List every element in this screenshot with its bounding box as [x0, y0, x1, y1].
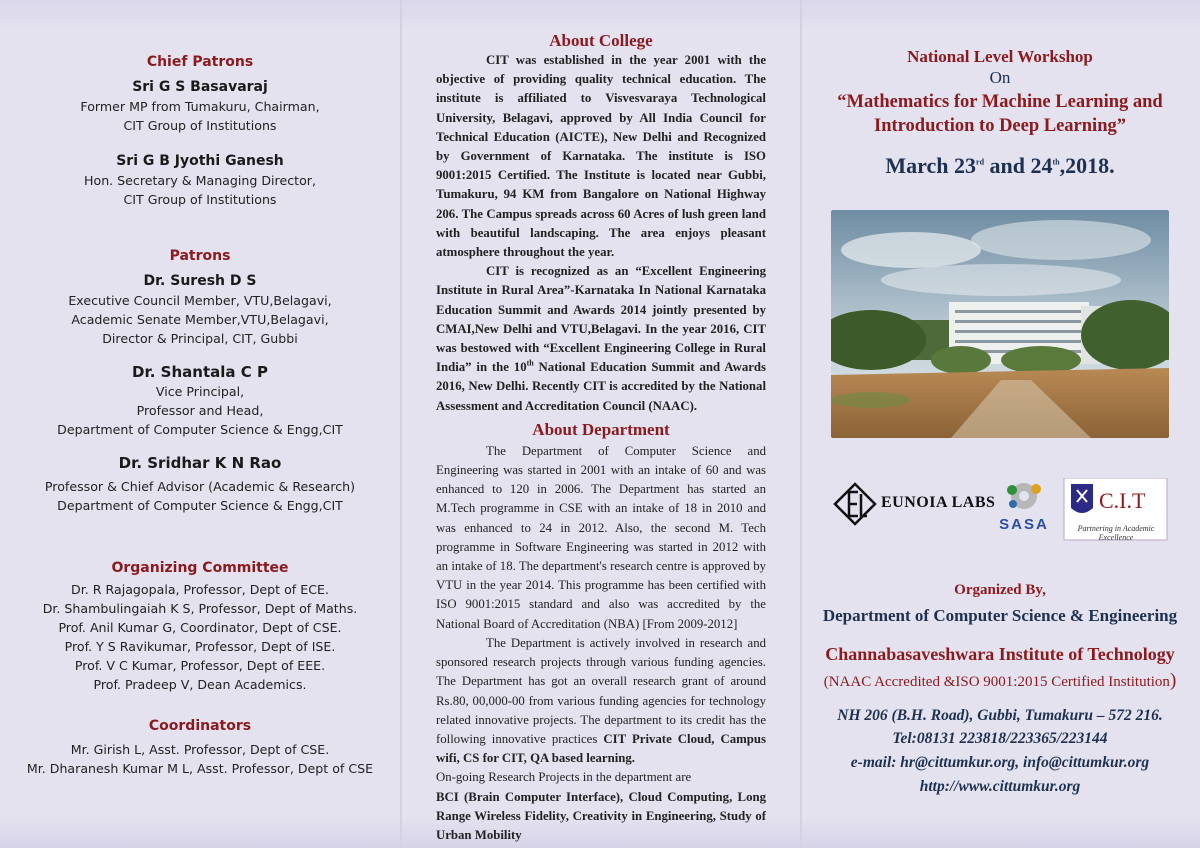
sasa-logo-text: SASA — [999, 516, 1049, 533]
person-line: Department of Computer Science & Engg,CIT — [57, 422, 343, 437]
about-department-para-4: BCI (Brain Computer Interface), Cloud Computing, Long Range Wireless Fidelity, Creativity in Engineering, Study of Urban Mobility — [436, 789, 766, 842]
committee-member: Prof. V C Kumar, Professor, Dept of EEE. — [74, 658, 326, 673]
contact-website[interactable]: http://www.cittumkur.org — [919, 778, 1081, 795]
committee-member: Dr. Shambulingaiah K S, Professor, Dept of Maths. — [42, 601, 358, 616]
coordinators-heading: Coordinators — [148, 718, 252, 734]
contact-address: NH 206 (B.H. Road), Gubbi, Tumakuru – 572 216. — [837, 707, 1163, 724]
cit-shield-icon — [1071, 484, 1093, 513]
about-college-para-2: CIT is recognized as an “Excellent Engineering Institute in Rural Area”-Karnataka In National Karnataka Education Summit and Awards 2014 jointly presented by CMAI,New Delhi and VTU,Belagavi. In the year 2016, CIT was bestowed with “Excellent Engineering College in Rural India” in the 10th National Education Summit and Awards 2016, New Delhi. Recently CIT is accredited by the National Assessment and Accreditation Council (NAAC). — [436, 264, 766, 413]
organizing-committee-heading: Organizing Committee — [111, 560, 289, 576]
committee-member: Dr. R Rajagopala, Professor, Dept of ECE. — [71, 582, 329, 597]
organizer-institute: Channabasaveshwara Institute of Technology — [825, 644, 1175, 664]
eunoia-logo-icon — [835, 484, 875, 524]
campus-photo — [831, 210, 1169, 438]
person-line: Professor and Head, — [136, 403, 264, 418]
workshop-title-line2: Introduction to Deep Learning” — [874, 116, 1126, 136]
chief-patrons-heading: Chief Patrons — [146, 54, 254, 70]
about-college-para-1: CIT was established in the year 2001 with the objective of providing quality technical education. The institute is affiliated to Visvesvaraya Technological University, Belagavi, approved by All India Council for Technical Education (AICTE), New Delhi and Recognized by Government of Karnataka. The institute is ISO 9001:2015 Certified. The Institute is located near Gubbi, Tumakuru, 94 KM from Bangalore on National Highway 206. The Campus spreads across 60 Acres of lush green land with beautiful landscaping. The area enjoys pleasant atmosphere throughout the year. — [436, 53, 766, 260]
cit-logo-tagline: Partnering in Academic Excellence — [1077, 524, 1155, 542]
committee-member: Prof. Anil Kumar G, Coordinator, Dept of CSE. — [58, 620, 342, 635]
contact-phone: Tel:08131 223818/223365/223144 — [892, 730, 1108, 747]
person-line: Department of Computer Science & Engg,CIT — [57, 498, 343, 513]
committee-member: Prof. Pradeep V, Dean Academics. — [93, 677, 307, 692]
coordinator: Mr. Dharanesh Kumar M L, Asst. Professor, Dept of CSE — [26, 761, 374, 776]
panel-cover — [820, 30, 1180, 180]
about-department-para-3: On-going Research Projects in the department are — [436, 770, 692, 785]
person-line: Vice Principal, — [155, 384, 245, 399]
person-name: Dr. Suresh D S — [143, 273, 257, 289]
person-line: Professor & Chief Advisor (Academic & Research) — [44, 479, 356, 494]
about-college-heading: About College — [549, 31, 653, 50]
person-name: Dr. Sridhar K N Rao — [118, 454, 282, 472]
about-department-heading: About Department — [532, 419, 670, 439]
workshop-label: National Level Workshop — [907, 47, 1093, 66]
person-name: Sri G B Jyothi Ganesh — [116, 153, 284, 169]
workshop-title-line1: “Mathematics for Machine Learning and — [837, 92, 1163, 112]
person-line: Academic Senate Member,VTU,Belagavi, — [71, 312, 329, 327]
person-name: Sri G S Basavaraj — [132, 79, 268, 95]
about-department-para-1: The Department of Computer Science and Engineering was started in 2001 with an intake of 60 and was enhanced to 120 in 2006. The Department has started an M.Tech programme in CSE with an intake of 18 in 2010 and was enhanced to 24 in 2012. Also, the second M. Tech programme in Software Engineering was started in 2012 with an intake of 18. The department's research centre is approved by VTU in the year 2014. This programme has been certified with ISO 9001:2015 standard and also was accredited by the National Board of Accreditation (NBA) [From 2009-2012] — [436, 443, 766, 631]
organizer-department: Department of Computer Science & Engineering — [822, 606, 1178, 625]
person-line: Hon. Secretary & Managing Director, — [84, 173, 316, 188]
workshop-on: On — [989, 68, 1011, 87]
coordinator: Mr. Girish L, Asst. Professor, Dept of CSE. — [70, 742, 330, 757]
fold-line-1 — [400, 0, 402, 848]
sponsor-logos — [831, 478, 1169, 542]
contact-email[interactable]: e-mail: hr@cittumkur.org, info@cittumkur.org — [850, 754, 1150, 771]
patrons-heading: Patrons — [169, 248, 231, 264]
organizer-block — [820, 581, 1180, 797]
organizer-accreditation: (NAAC Accredited &ISO 9001:2015 Certified Institution) — [823, 670, 1177, 691]
about-department-para-2: The Department is actively involved in research and sponsored research projects through various funding agencies. The Department has got an overall research grant of around Rs.80, 00,000-00 from various funding agencies for technology related innovative projects. The department to its credit has the following innovative practices CIT Private Cloud, Campus wifi, CS for CIT, QA based learning. — [436, 635, 766, 766]
sasa-logo-icon — [1007, 483, 1041, 509]
fold-line-2 — [800, 0, 802, 848]
panel-people — [0, 30, 400, 778]
person-name: Dr. Shantala C P — [132, 363, 268, 381]
cit-logo-text: C.I.T — [1099, 488, 1146, 513]
panel-about — [436, 30, 766, 845]
committee-member: Prof. Y S Ravikumar, Professor, Dept of ISE. — [64, 639, 336, 654]
organized-by-label: Organized By, — [954, 582, 1046, 598]
top-band — [0, 0, 1200, 30]
person-line: CIT Group of Institutions — [123, 118, 277, 133]
workshop-date: March 23rd and 24th,2018. — [885, 153, 1115, 178]
eunoia-logo-text: EUNOIA LABS — [881, 494, 996, 511]
person-line: Former MP from Tumakuru, Chairman, — [80, 99, 320, 114]
person-line: Executive Council Member, VTU,Belagavi, — [68, 293, 332, 308]
person-line: Director & Principal, CIT, Gubbi — [102, 331, 298, 346]
person-line: CIT Group of Institutions — [123, 192, 277, 207]
